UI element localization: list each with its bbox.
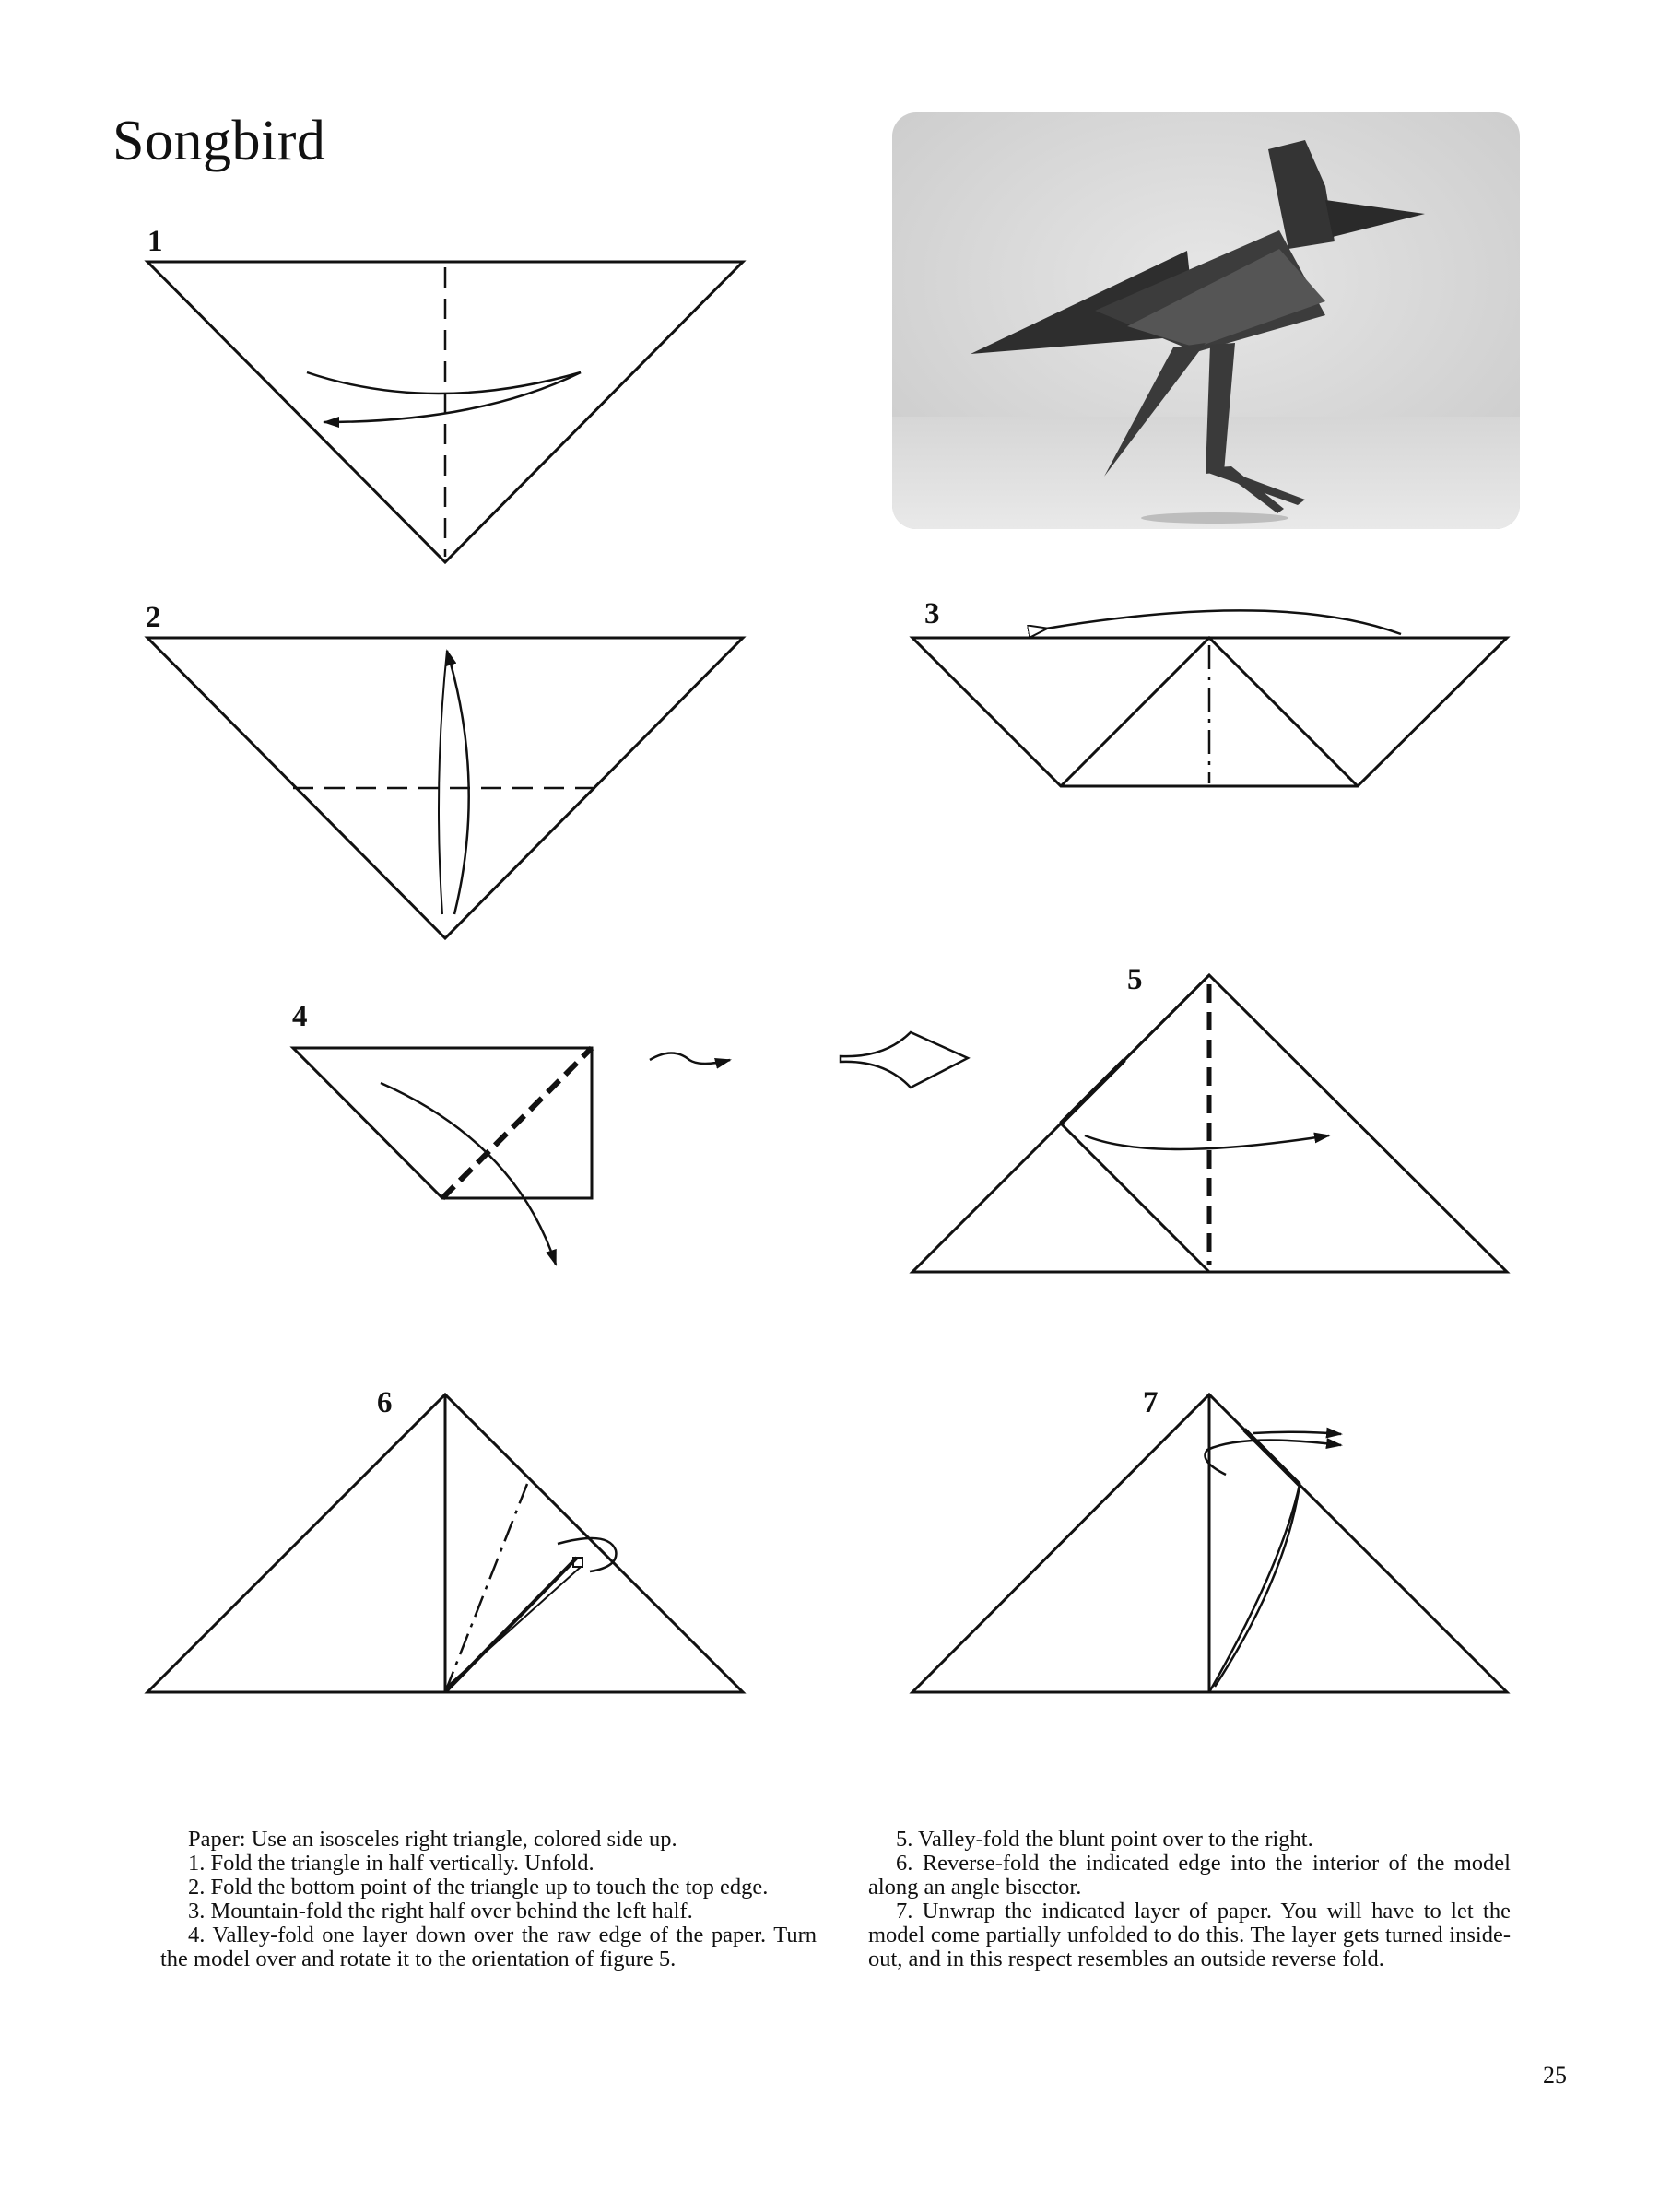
instruction-step-3: 3. Mountain-fold the right half over behind the left half. (188, 1899, 693, 1924)
step-number-5: 5 (1127, 963, 1143, 996)
step-number-3: 3 (924, 597, 940, 630)
diagram-step-7 (912, 1394, 1507, 1692)
instruction-step-2: 2. Fold the bottom point of the triangle up to touch the top edge. (188, 1875, 769, 1900)
diagram-step-2 (147, 638, 743, 938)
step-number-7: 7 (1143, 1386, 1159, 1419)
page-number: 25 (1543, 2062, 1567, 2088)
instruction-paper: Paper: Use an isosceles right triangle, colored side up. (188, 1827, 677, 1852)
diagram-step-6 (147, 1394, 743, 1692)
diagram-step-3 (912, 610, 1507, 786)
turn-over-arrow-icon (841, 1032, 968, 1088)
step-number-6: 6 (377, 1386, 393, 1419)
diagram-step-5 (912, 975, 1507, 1272)
instruction-step-1: 1. Fold the triangle in half vertically. Unfold. (188, 1851, 594, 1876)
instructions-left-column (160, 1828, 817, 1971)
step-number-2: 2 (146, 601, 161, 634)
step-number-4: 4 (292, 1000, 308, 1033)
step-number-1: 1 (147, 225, 163, 258)
instruction-step-4: 4. Valley-fold one layer down over the raw edge of the paper. Turn the model over and rotate it to the orientation of figure 5. (160, 1923, 817, 1971)
instruction-step-7: 7. Unwrap the indicated layer of paper. You will have to let the model come partially unfolded to do this. The layer gets turned inside-out, and in this respect resembles an outside reverse fold. (868, 1899, 1511, 1971)
instructions-right-column (868, 1828, 1511, 1971)
diagram-step-1 (147, 262, 743, 562)
instruction-step-6: 6. Reverse-fold the indicated edge into the interior of the model along an angle bisector. (868, 1851, 1511, 1900)
diagram-step-4 (293, 1048, 730, 1265)
page-title: Songbird (112, 110, 326, 172)
instruction-step-5: 5. Valley-fold the blunt point over to the right. (896, 1827, 1313, 1852)
